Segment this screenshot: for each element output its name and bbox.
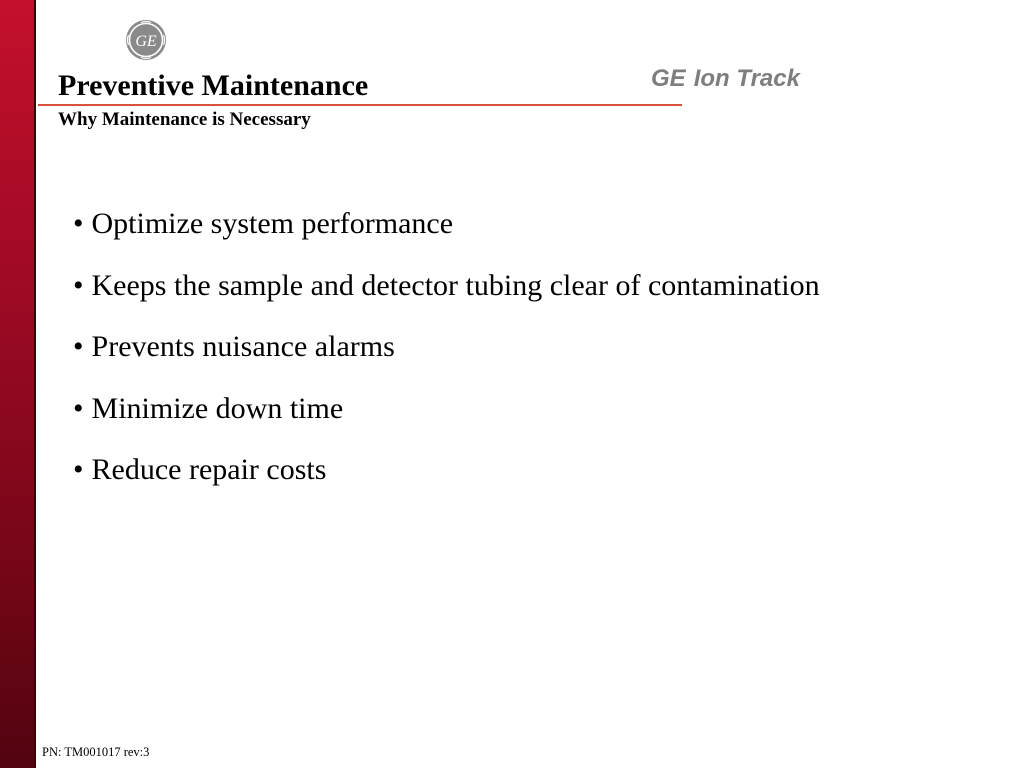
brand-ge-text: GE (651, 65, 686, 92)
bullet-text: Keeps the sample and detector tubing clear of contamination (91, 268, 820, 302)
bullet-text: Prevents nuisance alarms (91, 330, 395, 363)
bullet-dot: • (73, 453, 84, 486)
bullet-text: Optimize system performance (91, 207, 454, 240)
bullet-dot: • (73, 207, 84, 240)
bullet-dot: • (73, 330, 84, 363)
bullet-item (73, 265, 820, 307)
bullet-item (73, 388, 820, 430)
bullet-dot: • (73, 268, 84, 302)
svg-text:GE: GE (135, 33, 157, 50)
page-subtitle: Why Maintenance is Necessary (58, 109, 311, 130)
bullet-item (73, 326, 820, 368)
side-accent-bar (0, 0, 36, 768)
footer-part-number: PN: TM001017 rev:3 (42, 745, 150, 759)
bullet-dot: • (73, 391, 84, 425)
bullet-text: Minimize down time (91, 391, 344, 425)
page-title: Preventive Maintenance (58, 69, 369, 102)
bullet-item (73, 203, 820, 245)
ge-logo-icon (125, 19, 167, 61)
bullet-list (73, 203, 820, 511)
bullet-text: Reduce repair costs (91, 453, 327, 486)
title-divider (38, 104, 682, 106)
brand-logo (651, 62, 800, 96)
bullet-item (73, 449, 820, 491)
brand-product-text: Ion Track (693, 65, 800, 92)
